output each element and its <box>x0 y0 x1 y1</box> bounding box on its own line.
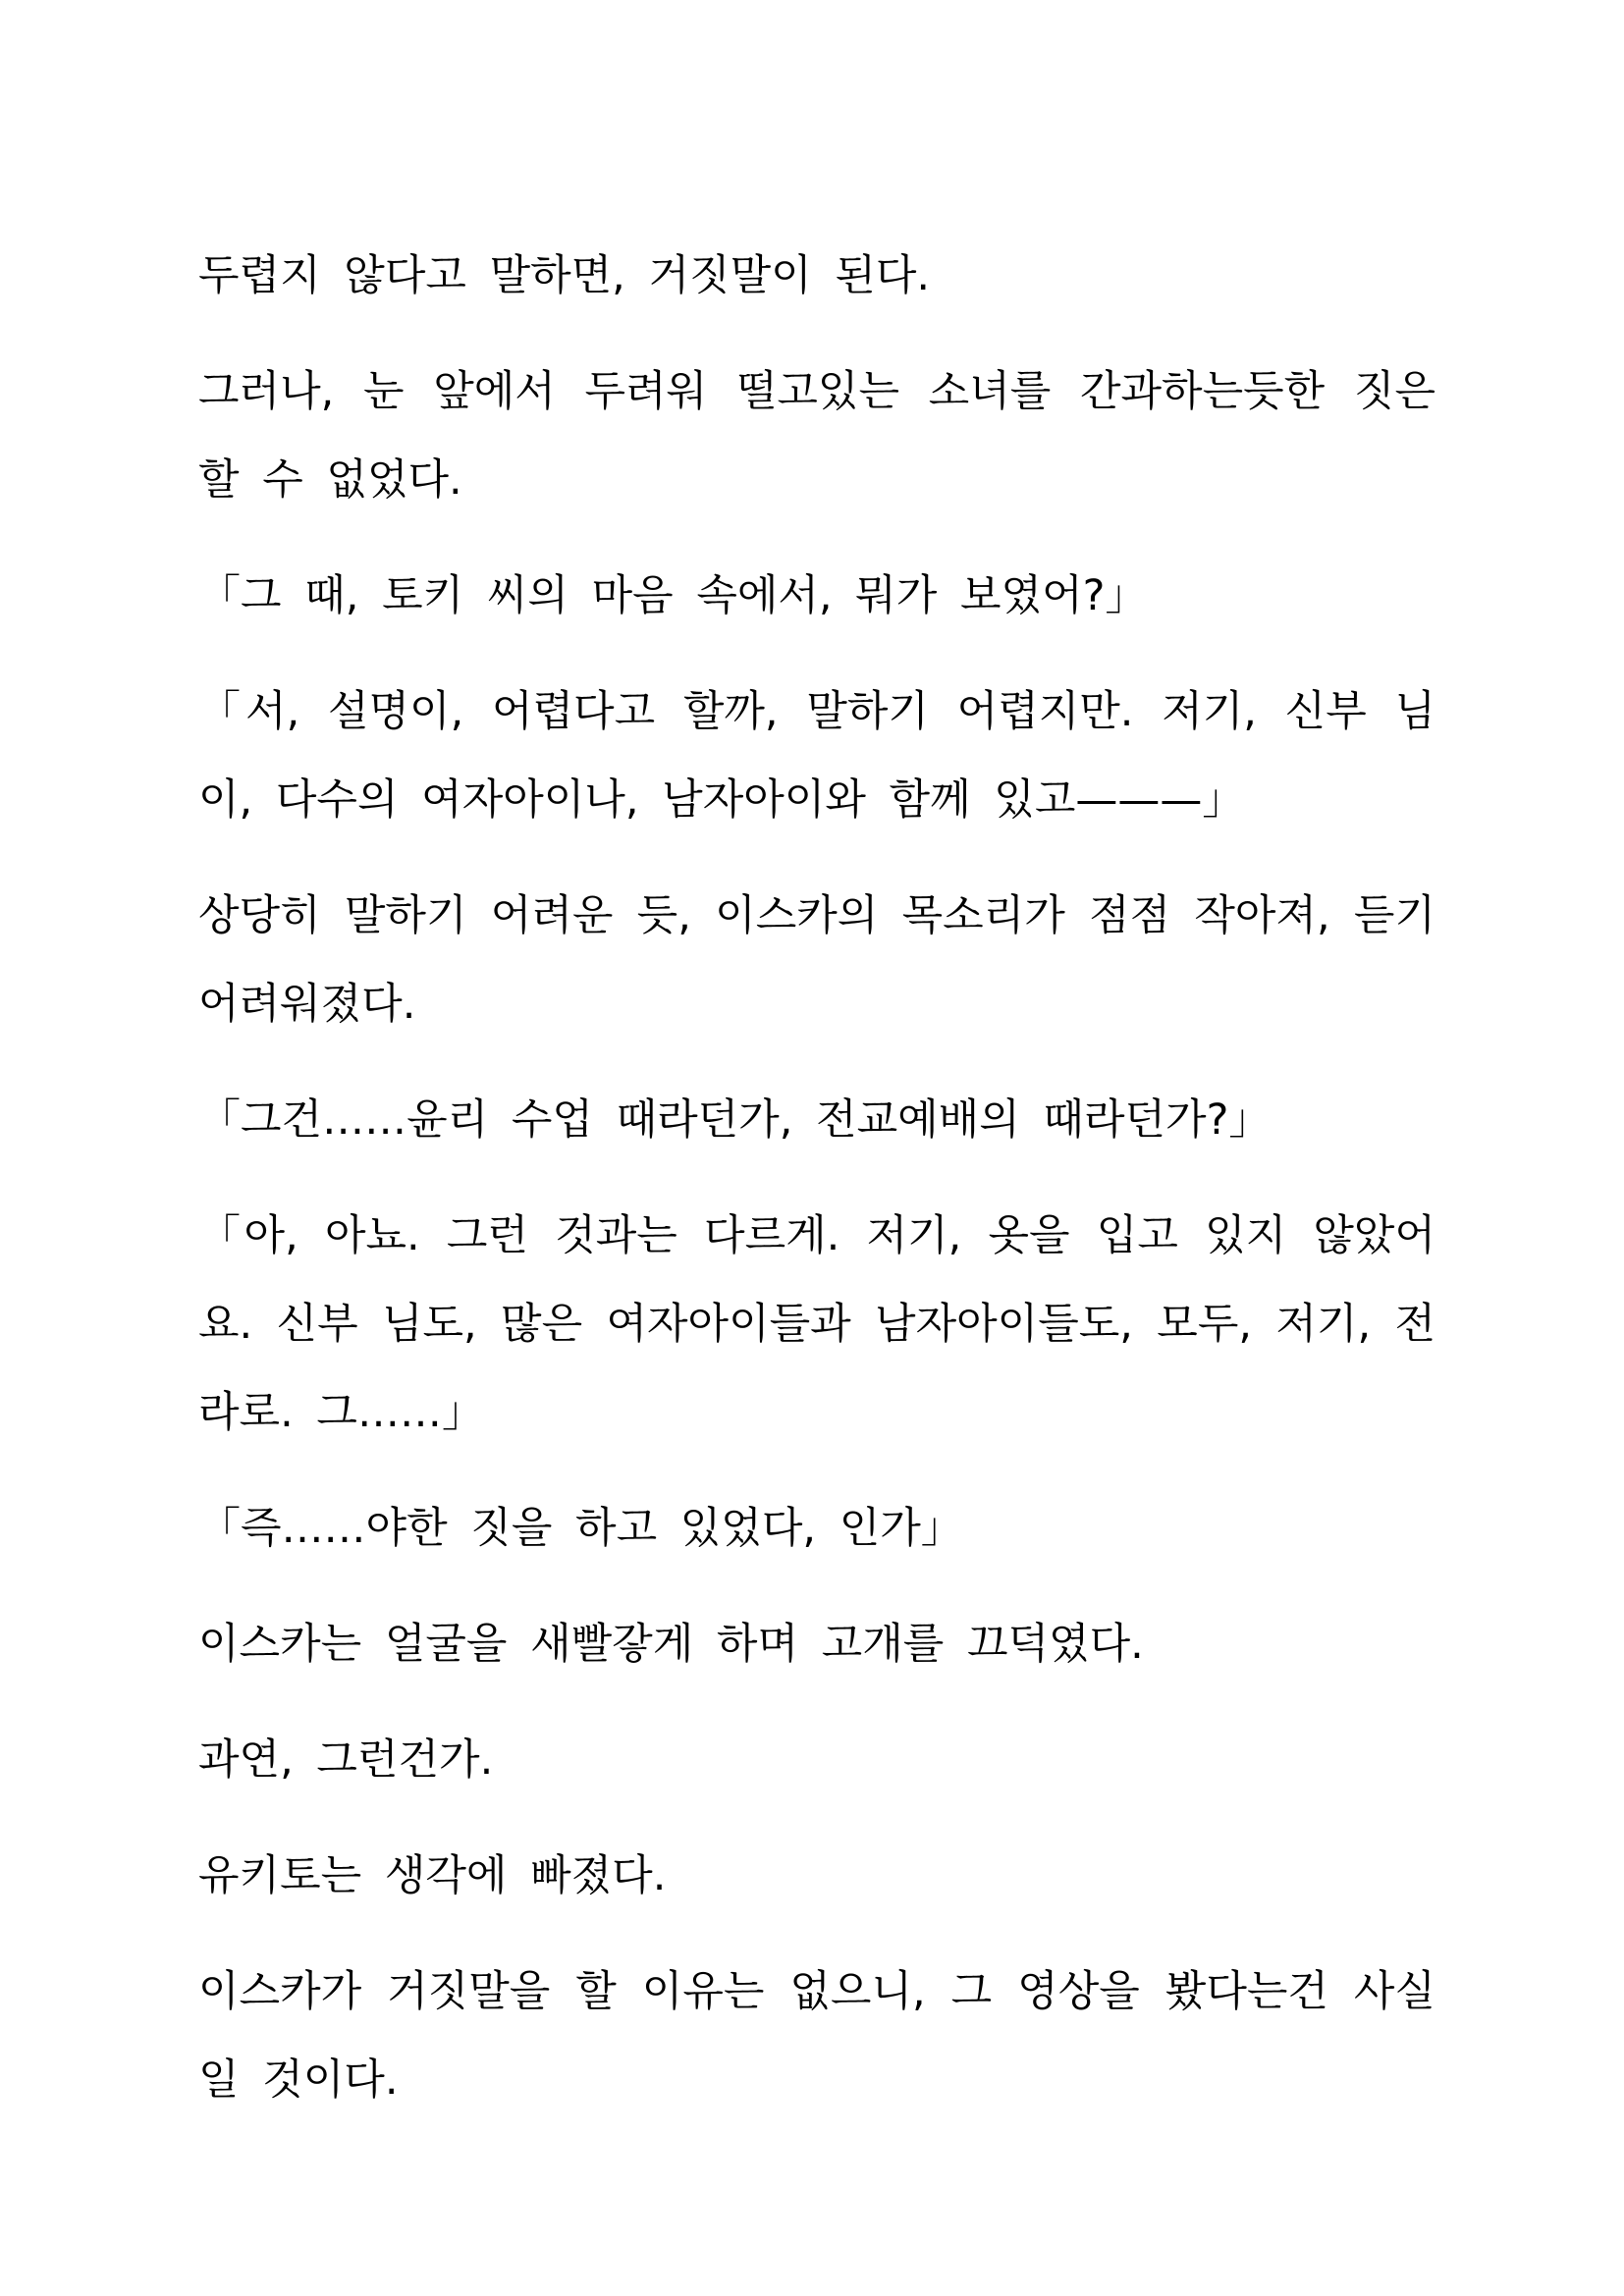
text-body <box>198 232 1435 2152</box>
dialogue-paragraph: 「즉……야한 짓을 하고 있었다, 인가」 <box>198 1504 963 1553</box>
paragraph: 과연, 그런건가. <box>198 1735 494 1785</box>
paragraph: 이스카가 거짓말을 할 이유는 없으니, 그 영상을 봤다는건 사실일 것이다. <box>198 1967 1435 2105</box>
paragraph: 그러나, 눈 앞에서 두려워 떨고있는 소녀를 간과하는듯한 짓은 할 수 없었다. <box>198 367 1435 505</box>
dialogue-paragraph: 「서, 설명이, 어렵다고 할까, 말하기 어렵지만. 저기, 신부 님이, 다수의 여자아이나, 남자아이와 함께 있고———」 <box>198 687 1435 825</box>
paragraph: 두렵지 않다고 말하면, 거짓말이 된다. <box>198 251 931 300</box>
paragraph: 유키토는 생각에 빠졌다. <box>198 1851 667 1900</box>
dialogue-paragraph: 「아, 아뇨. 그런 것과는 다르게. 저기, 옷을 입고 있지 않았어요. 신부 님도, 많은 여자아이들과 남자아이들도, 모두, 저기, 전라로. 그……」 <box>198 1211 1435 1437</box>
paragraph: 상당히 말하기 어려운 듯, 이스카의 목소리가 점점 작아져, 듣기 어려워졌다. <box>198 891 1435 1029</box>
paragraph: 이스카는 얼굴을 새빨갛게 하며 고개를 끄덕였다. <box>198 1620 1144 1669</box>
dialogue-paragraph: 「그건……윤리 수업 때라던가, 전교예배의 때라던가?」 <box>198 1095 1272 1145</box>
dialogue-paragraph: 「그 때, 토키 씨의 마음 속에서, 뭐가 보였어?」 <box>198 571 1148 620</box>
